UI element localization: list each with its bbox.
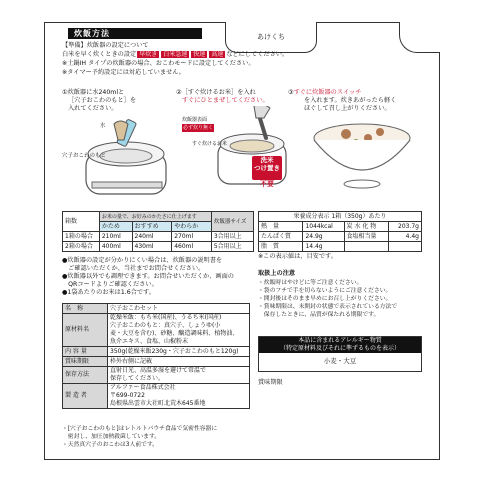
product-info-table xyxy=(62,303,250,409)
note-line: ●1袋あたりのお米は1.6合です。 xyxy=(62,289,155,296)
handling-line: ・賞味期限は、未開封の状態で表示されている方法で xyxy=(258,304,398,310)
table-row: 保存方法 直射日光、高温多湿を避けて常温で 保存してください。 xyxy=(63,367,250,384)
label-rice: すぐ炊けるお米 xyxy=(192,141,228,147)
corner-cutout xyxy=(399,22,440,53)
prep-line2-suffix: などにしてください。 xyxy=(226,51,289,58)
step3-text2: を入れます。炊きあがったら軽く xyxy=(304,97,397,104)
setting-chip: 早炊き xyxy=(139,51,158,58)
prep-line2-prefix: 白米を早く炊くときの設定 xyxy=(62,51,137,58)
setting-chip: 高速 xyxy=(211,51,224,58)
table-subheader: やわらか xyxy=(172,222,212,232)
step1-text3: 入れてください。 xyxy=(68,105,118,112)
label-mix2: 必ず炊り無く xyxy=(183,125,214,131)
note-line: ●炊飯器の設定が分かりにくい場合は、炊飯器の説明書を xyxy=(62,257,223,264)
table-row: 脂 質 14.4g xyxy=(259,242,422,252)
badge-no-need: 不要 xyxy=(260,180,274,188)
prep-line4: ※タイマー予約設定には対応していません。 xyxy=(62,69,185,76)
note-line: QRコードよりご確認ください。 xyxy=(62,281,158,288)
table-row: 2箱の場合 400ml 430ml 460ml 5合用以上 xyxy=(63,242,254,252)
table-row: 熱 量 1044kcal 炭 水 化 物 203.7g xyxy=(259,222,422,232)
nutrition-table xyxy=(258,211,422,252)
table-row: 製 造 者 アルファー食品株式会社 〒699-0722 島根県出雲市大社町北荒木645番地 xyxy=(63,384,250,409)
step3-text1: ③すぐに炊飯器のスイッチ xyxy=(288,89,362,96)
handling-line: ・炊飯時はやけどに等ご注意ください。 xyxy=(258,280,363,286)
nutrition-title: 栄養成分表示 1箱（350g）あたり xyxy=(259,212,422,222)
handling-title: 取扱上の注意 xyxy=(258,270,296,277)
nutrition-note: ※この表示値は、目安です。 xyxy=(258,253,337,260)
section-title: 炊飯方法 xyxy=(68,28,202,39)
label-line: 炊飯器表面 xyxy=(182,117,208,123)
prep-line1: 【準備】炊飯器の設定について xyxy=(62,42,149,49)
open-tab[interactable] xyxy=(225,22,317,53)
table-subheader: かため xyxy=(99,222,132,232)
step2-text2: すぐにひとまぜしてください。 xyxy=(182,97,269,104)
step3-text3: ほぐして召し上がりください。 xyxy=(304,105,391,112)
table-row: 1箱の場合 210ml 240ml 270ml 3合用以上 xyxy=(63,232,254,242)
table-header: 箱数 xyxy=(63,212,100,232)
allergy-head1: 本品に含まれるアレルギー物質 xyxy=(259,337,421,345)
table-row: 内 容 量 350g(乾燥米飯230g・穴子おこわのもと120g) xyxy=(63,347,250,357)
table-row: 原材料名 乾燥米飯：もち米(国産)、うるち米(国産) 穴子おこわのもと：真穴子、しょうゆ(小 麦・大豆を含む)、砂糖、醸造調味料、植物油、 魚介エキス、食塩、山椒粉末 xyxy=(63,314,250,347)
no-wash-badge: 洗米 つけ置き xyxy=(252,156,282,180)
footer-note: ・[穴子おこわのもと]はレトルトパウチ食品で気密性容器に xyxy=(62,426,218,432)
footer-note: ・天然真穴子のおこわは3人前です。 xyxy=(62,442,158,448)
handling-line: ・袋のフチで手を切らないようにご注意ください。 xyxy=(258,288,392,294)
setting-chip: 白米急速 xyxy=(163,51,188,58)
table-row: たんぱく質 24.9g 食塩相当量 4.4g xyxy=(259,232,422,242)
prep-line3: ※土鍋IH タイプの炊飯器の場合、おこわモードに設定してください。 xyxy=(62,60,255,67)
step1-text2: ［穴子おこわのもと］を xyxy=(68,97,137,104)
tab-label: あけくち xyxy=(257,33,285,41)
allergy-head2: （特定原材料及びそれに準ずるものを表示） xyxy=(259,345,421,353)
allergy-box xyxy=(258,336,422,372)
allergy-value: 小麦・大豆 xyxy=(323,357,357,365)
step2-text1: ②［すぐ炊けるお米］を入れ xyxy=(176,89,256,96)
step1-text1: ①炊飯器に水240mlと xyxy=(62,89,125,96)
label-mix: 穴子おこわのもと xyxy=(62,153,107,159)
handling-line: 保存したときに、品質が保たれる期限です。 xyxy=(258,312,380,318)
rice-bowl-illustration xyxy=(306,116,416,192)
label-water: 水 xyxy=(100,123,106,129)
note-line: ●炊飯器以外でも調理できます。お問合せいただくか、画面の xyxy=(62,273,234,280)
handling-line: ・開封後はそのまま早めにお召し上がりください。 xyxy=(258,296,392,302)
table-subheader: おすすめ xyxy=(132,222,172,232)
setting-chip: 快速 xyxy=(193,51,206,58)
table-header: 炊飯器サイズ xyxy=(211,212,253,232)
footer-note: 密封し、加圧加熱殺菌しています。 xyxy=(62,434,161,440)
note-line: ご確認いただくか、当社までお問合せください。 xyxy=(62,265,205,272)
table-row: 名 称 穴子おこわセット xyxy=(63,304,250,314)
expiry-label: 賞味期限 xyxy=(258,379,283,386)
table-row: 賞味期限 枠外右側に記載 xyxy=(63,357,250,367)
rice-amount-table xyxy=(62,211,254,252)
table-header: お米の量で、お好みのかたさに仕上げます xyxy=(99,212,211,222)
prep-line2 xyxy=(62,51,288,59)
